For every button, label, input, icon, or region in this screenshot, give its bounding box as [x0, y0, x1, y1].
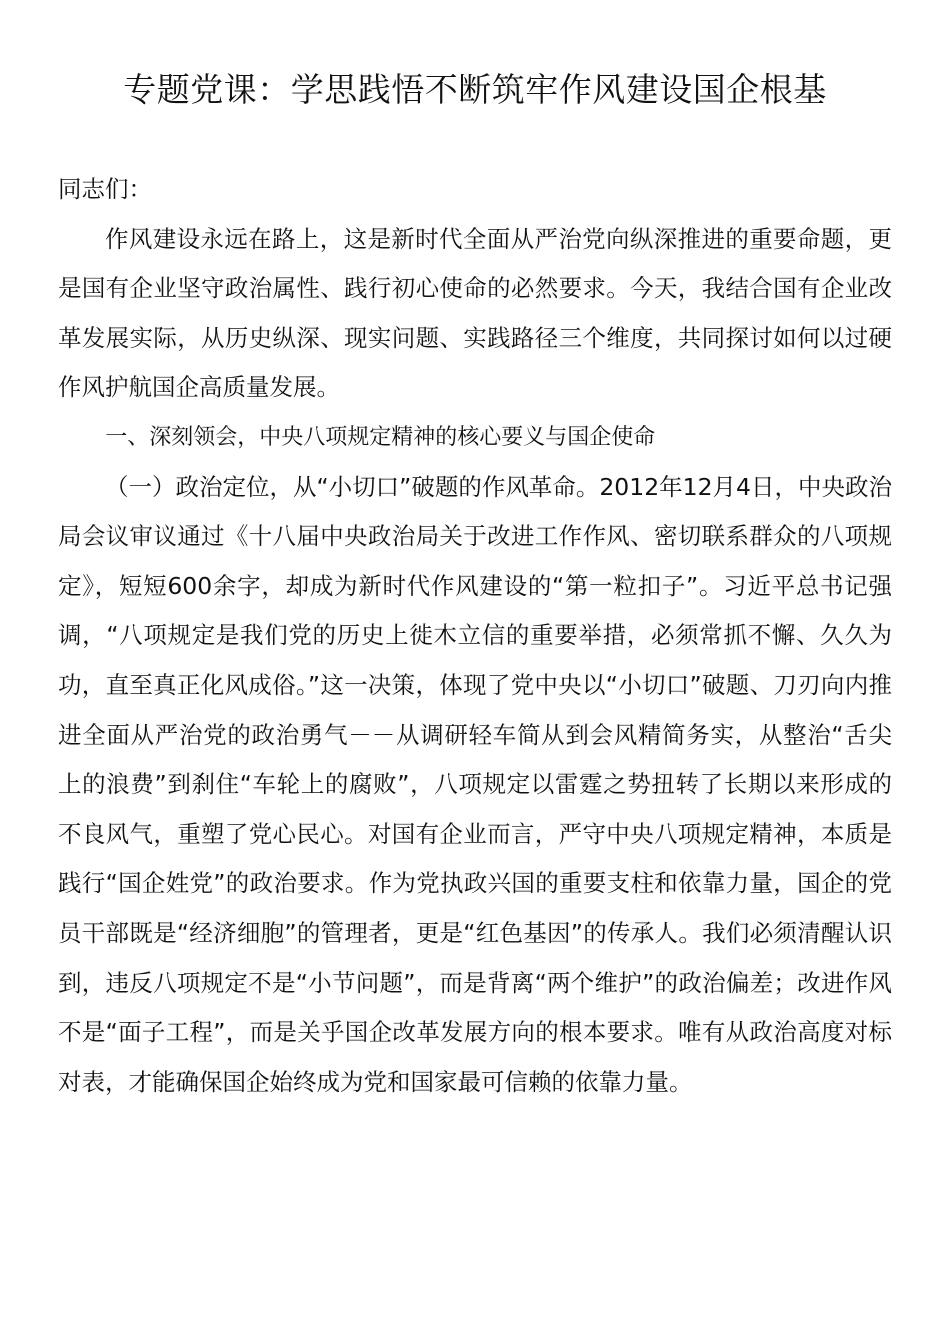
intro-paragraph: 作风建设永远在路上，这是新时代全面从严治党向纵深推进的重要命题，更是国有企业坚守政治属性、践行初心使命的必然要求。今天，我结合国有企业改革发展实际，从历史纵深、现实问题、实践路径三个维度，共同探讨如何以过硬作风护航国企高质量发展。 [58, 224, 892, 402]
salutation: 同志们： [58, 175, 152, 203]
document-body [58, 165, 892, 1107]
document-title: 专题党课：学思践悟不断筑牢作风建设国企根基 [123, 70, 827, 109]
section-heading: 一、深刻领会，中央八项规定精神的核心要义与国企使命 [105, 424, 656, 450]
section-paragraph: （一）政治定位，从“小切口”破题的作风革命。2012年12月4日，中央政治局会议审议通过《十八届中央政治局关于改进工作作风、密切联系群众的八项规定》，短短600余字，却成为新时代作风建设的“第一粒扣子”。习近平总书记强调，“八项规定是我们党的历史上徙木立信的重要举措，必须常抓不懈、久久为功，直至真正化风成俗。”这一决策，体现了党中央以“小切口”破题、刀刃向内推进全面从严治党的政治勇气－－从调研轻车简从到会风精简务实，从整治“舌尖上的浪费”到刹住“车轮上的腐败”，八项规定以雷霆之势扭转了长期以来形成的不良风气，重塑了党心民心。对国有企业而言，严守中央八项规定精神，本质是践行“国企姓党”的政治要求。作为党执政兴国的重要支柱和依靠力量，国企的党员干部既是“经济细胞”的管理者，更是“红色基因”的传承人。我们必须清醒认识到，违反八项规定不是“小节问题”，而是背离“两个维护”的政治偏差；改进作风不是“面子工程”，而是关乎国企改革发展方向的根本要求。唯有从政治高度对标对表，才能确保国企始终成为党和国家最可信赖的依靠力量。 [58, 472, 893, 1096]
